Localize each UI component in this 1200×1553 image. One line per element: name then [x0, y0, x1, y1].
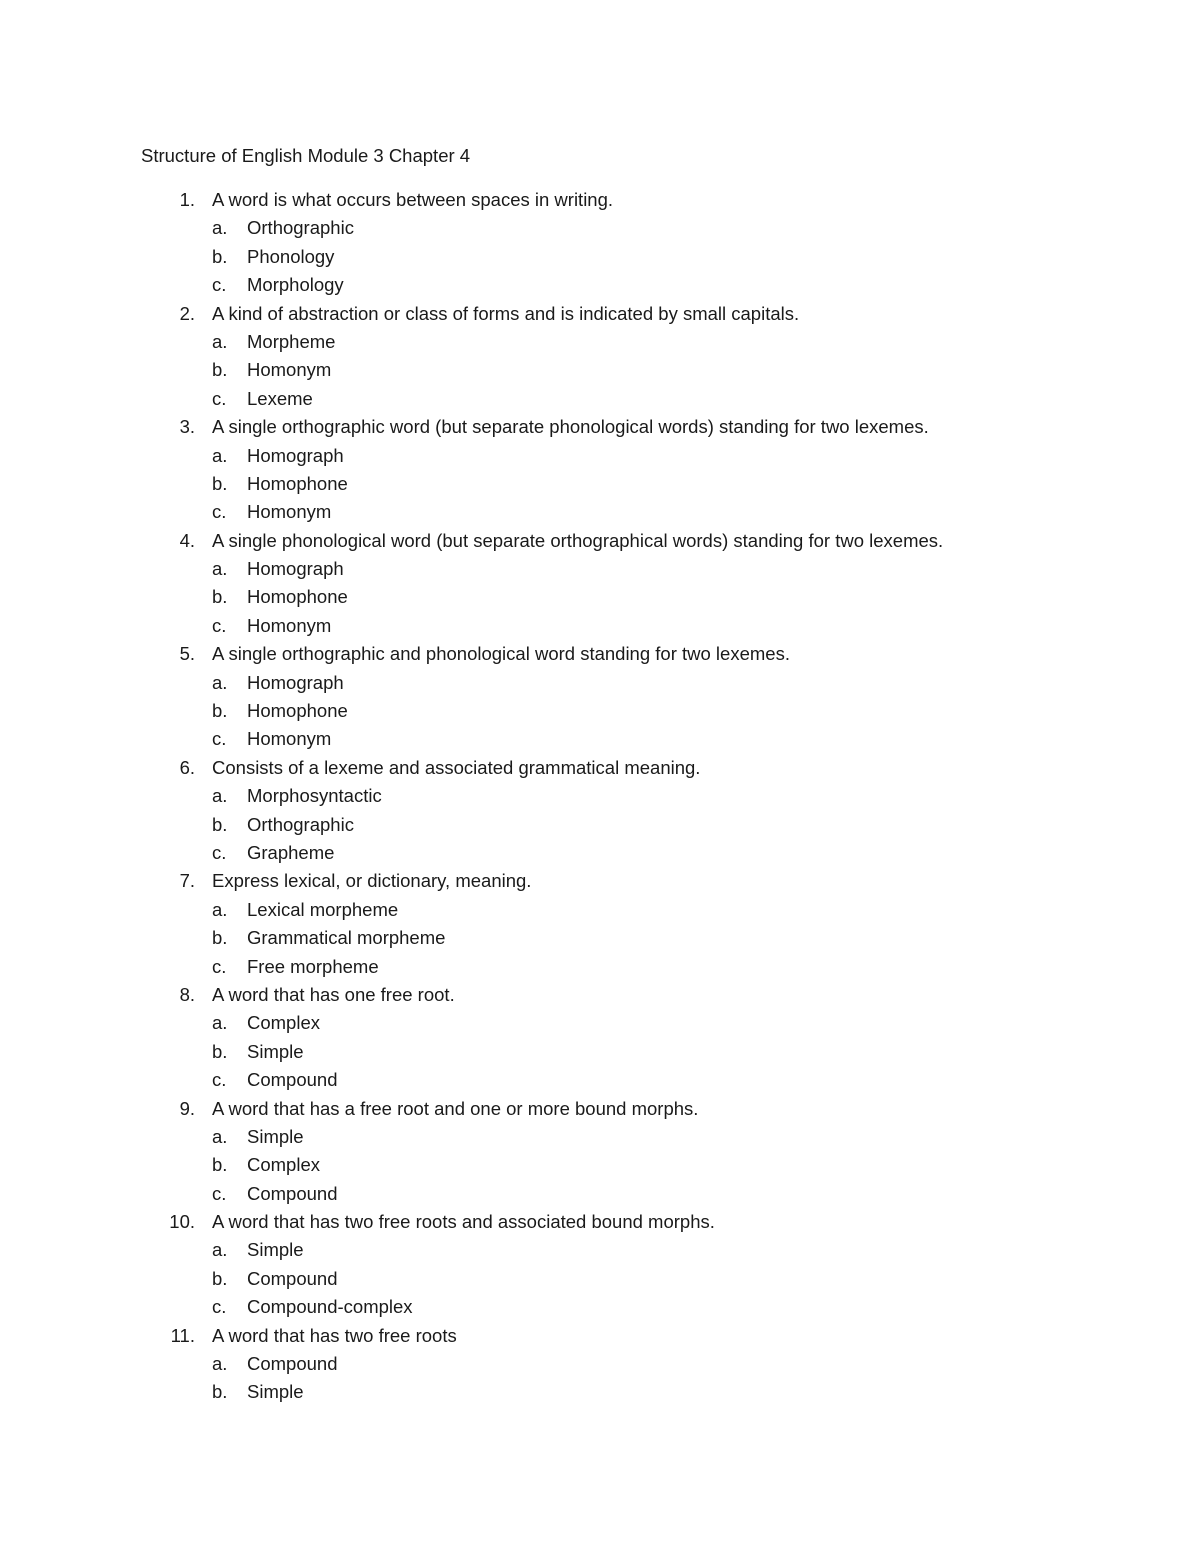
option-letter: b. [212, 700, 228, 722]
question-item [0, 300, 1200, 328]
answer-option [0, 470, 1200, 498]
option-text: Grapheme [247, 841, 335, 863]
question-item [0, 640, 1200, 668]
option-letter: c. [212, 501, 227, 523]
option-text: Homograph [247, 671, 344, 693]
option-letter: c. [212, 955, 227, 977]
option-letter: c. [212, 387, 227, 409]
option-letter: b. [212, 1040, 228, 1062]
answer-option [0, 442, 1200, 470]
option-letter: b. [212, 359, 228, 381]
answer-option [0, 271, 1200, 299]
option-text: Compound [247, 1182, 338, 1204]
answer-option [0, 725, 1200, 753]
question-text: A kind of abstraction or class of forms and is indicated by small capitals. [212, 302, 800, 324]
option-letter: a. [212, 217, 228, 239]
option-text: Homophone [247, 700, 348, 722]
option-text: Grammatical morpheme [247, 927, 446, 949]
answer-option [0, 555, 1200, 583]
option-text: Simple [247, 1040, 304, 1062]
answer-option [0, 612, 1200, 640]
question-number: 3. [179, 416, 195, 438]
answer-option [0, 782, 1200, 810]
question-number: 11. [170, 1324, 195, 1346]
question-number: 9. [179, 1097, 195, 1119]
answer-option [0, 1350, 1200, 1378]
option-letter: a. [212, 1125, 228, 1147]
question-text: A word that has a free root and one or more bound morphs. [212, 1097, 699, 1119]
question-number: 7. [179, 870, 195, 892]
option-letter: a. [212, 898, 228, 920]
option-letter: b. [212, 1381, 228, 1403]
option-letter: b. [212, 1154, 228, 1176]
question-number: 4. [179, 529, 195, 551]
option-letter: c. [212, 728, 227, 750]
option-letter: b. [212, 813, 228, 835]
question-item [0, 1095, 1200, 1123]
answer-option [0, 924, 1200, 952]
option-text: Orthographic [247, 813, 354, 835]
option-text: Lexical morpheme [247, 898, 399, 920]
option-text: Homonym [247, 359, 332, 381]
question-text: A single orthographic word (but separate phonological words) standing for two lexemes. [212, 416, 929, 438]
question-item [0, 754, 1200, 782]
option-text: Homophone [247, 586, 348, 608]
option-text: Orthographic [247, 217, 354, 239]
option-text: Complex [247, 1154, 320, 1176]
question-number: 2. [179, 302, 195, 324]
answer-option [0, 1151, 1200, 1179]
option-text: Homograph [247, 558, 344, 580]
option-text: Compound [247, 1267, 338, 1289]
question-number: 1. [179, 189, 195, 210]
answer-option [0, 356, 1200, 384]
option-letter: c. [212, 274, 227, 296]
option-text: Homonym [247, 728, 332, 750]
question-item [0, 867, 1200, 895]
option-text: Simple [247, 1125, 304, 1147]
answer-option [0, 896, 1200, 924]
option-letter: a. [212, 444, 228, 466]
option-letter: a. [212, 785, 228, 807]
option-text: Compound-complex [247, 1296, 413, 1318]
option-text: Homonym [247, 501, 332, 523]
answer-option [0, 498, 1200, 526]
question-item [0, 527, 1200, 555]
option-letter: c. [212, 841, 227, 863]
option-letter: a. [212, 1239, 228, 1261]
answer-option [0, 385, 1200, 413]
question-number: 5. [179, 643, 195, 665]
option-letter: a. [212, 1353, 228, 1375]
answer-option [0, 328, 1200, 356]
question-text: A word that has one free root. [212, 983, 455, 1005]
answer-option [0, 697, 1200, 725]
document-title: Structure of English Module 3 Chapter 4 [141, 145, 471, 166]
question-number: 6. [179, 756, 195, 778]
option-letter: c. [212, 1182, 227, 1204]
answer-option [0, 1123, 1200, 1151]
answer-option [0, 1265, 1200, 1293]
answer-option [0, 669, 1200, 697]
option-text: Simple [247, 1381, 304, 1403]
option-text: Homograph [247, 444, 344, 466]
answer-option [0, 1293, 1200, 1321]
option-letter: a. [212, 671, 228, 693]
option-text: Phonology [247, 245, 335, 267]
answer-option [0, 1038, 1200, 1066]
question-text: A word that has two free roots [212, 1324, 457, 1346]
question-item [0, 413, 1200, 441]
question-text: Consists of a lexeme and associated grammatical meaning. [212, 756, 701, 778]
answer-option [0, 1236, 1200, 1264]
answer-option [0, 811, 1200, 839]
question-number: 10. [169, 1211, 195, 1233]
answer-option [0, 839, 1200, 867]
option-letter: c. [212, 614, 227, 636]
answer-option [0, 953, 1200, 981]
option-letter: c. [212, 1296, 227, 1318]
answer-option [0, 214, 1200, 242]
option-letter: b. [212, 586, 228, 608]
option-text: Free morpheme [247, 955, 379, 977]
question-list [0, 186, 1200, 1407]
option-text: Homonym [247, 614, 332, 636]
option-letter: b. [212, 472, 228, 494]
option-letter: b. [212, 1267, 228, 1289]
option-letter: a. [212, 558, 228, 580]
question-item [0, 981, 1200, 1009]
question-text: Express lexical, or dictionary, meaning. [212, 870, 532, 892]
option-text: Complex [247, 1012, 320, 1034]
question-item [0, 1322, 1200, 1350]
option-letter: a. [212, 330, 228, 352]
answer-option [0, 1378, 1200, 1406]
option-letter: b. [212, 245, 228, 267]
answer-option [0, 1009, 1200, 1037]
option-text: Compound [247, 1069, 338, 1091]
question-text: A single phonological word (but separate orthographical words) standing for two lexemes. [212, 529, 944, 551]
question-text: A single orthographic and phonological word standing for two lexemes. [212, 643, 790, 665]
question-item [0, 1208, 1200, 1236]
answer-option [0, 243, 1200, 271]
answer-option [0, 1066, 1200, 1094]
option-text: Compound [247, 1353, 338, 1375]
question-number: 8. [179, 983, 195, 1005]
option-text: Morphology [247, 274, 344, 296]
option-text: Lexeme [247, 387, 313, 409]
answer-option [0, 1180, 1200, 1208]
option-text: Homophone [247, 472, 348, 494]
question-item [0, 186, 1200, 214]
option-text: Simple [247, 1239, 304, 1261]
question-text: A word that has two free roots and associated bound morphs. [212, 1211, 715, 1233]
option-text: Morphosyntactic [247, 785, 382, 807]
option-text: Morpheme [247, 330, 336, 352]
answer-option [0, 583, 1200, 611]
question-text: A word is what occurs between spaces in writing. [212, 189, 614, 210]
option-letter: b. [212, 927, 228, 949]
option-letter: c. [212, 1069, 227, 1091]
option-letter: a. [212, 1012, 228, 1034]
